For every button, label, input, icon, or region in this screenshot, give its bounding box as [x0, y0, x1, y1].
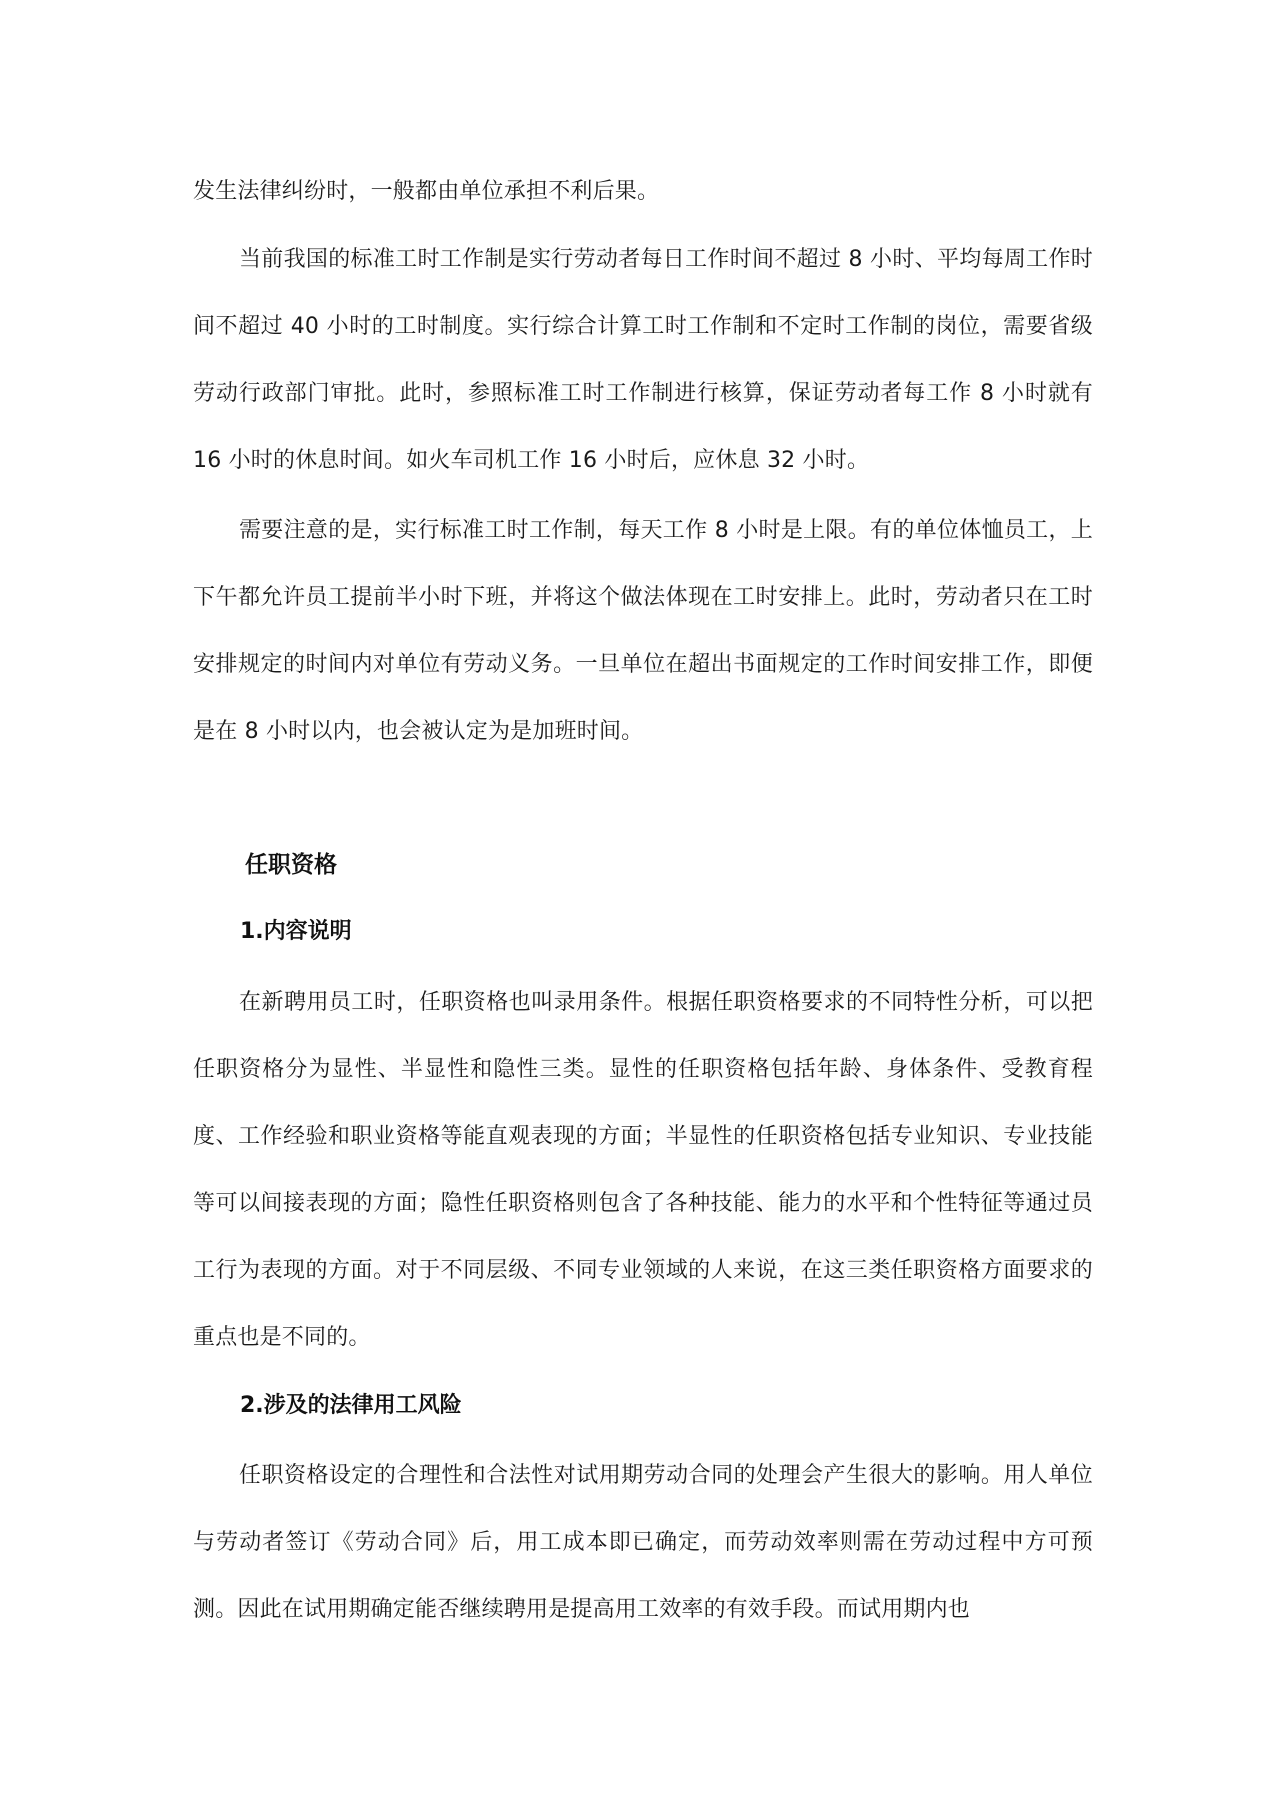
subsection-title-content: 1.内容说明	[240, 919, 352, 944]
paragraph-legal-risk: 任职资格设定的合理性和合法性对试用期劳动合同的处理会产生很大的影响。用人单位与劳动者签订《劳动合同》后，用工成本即已确定，而劳动效率则需在劳动过程中方可预测。因此在试用期确定能否继续聘用是提高用工效率的有效手段。而试用期内也	[193, 1463, 1093, 1622]
paragraph-working-hours-limit: 需要注意的是，实行标准工时工作制，每天工作 8 小时是上限。有的单位体恤员工，上下午都允许员工提前半小时下班，并将这个做法体现在工时安排上。此时，劳动者只在工时安排规定的时间内对单位有劳动义务。一旦单位在超出书面规定的工作时间安排工作，即便是在 8 小时以内，也会被认定为是加班时间。	[193, 518, 1093, 744]
document-page	[193, 0, 1093, 1810]
subsection-title-legal-risk: 2.涉及的法律用工风险	[240, 1393, 462, 1418]
paragraph-qualification-description: 在新聘用员工时，任职资格也叫录用条件。根据任职资格要求的不同特性分析，可以把任职资格分为显性、半显性和隐性三类。显性的任职资格包括年龄、身体条件、受教育程度、工作经验和职业资格等能直观表现的方面；半显性的任职资格包括专业知识、专业技能等可以间接表现的方面；隐性任职资格则包含了各种技能、能力的水平和个性特征等通过员工行为表现的方面。对于不同层级、不同专业领域的人来说，在这三类任职资格方面要求的重点也是不同的。	[193, 990, 1093, 1350]
paragraph-continuation: 发生法律纠纷时，一般都由单位承担不利后果。	[193, 179, 660, 204]
section-title: 任职资格	[245, 852, 337, 878]
paragraph-standard-working-hours: 当前我国的标准工时工作制是实行劳动者每日工作时间不超过 8 小时、平均每周工作时间不超过 40 小时的工时制度。实行综合计算工时工作制和不定时工作制的岗位，需要省级劳动行政部门审批。此时，参照标准工时工作制进行核算，保证劳动者每工作 8 小时就有 16 小时的休息时间。如火车司机工作 16 小时后，应休息 32 小时。	[193, 247, 1093, 473]
